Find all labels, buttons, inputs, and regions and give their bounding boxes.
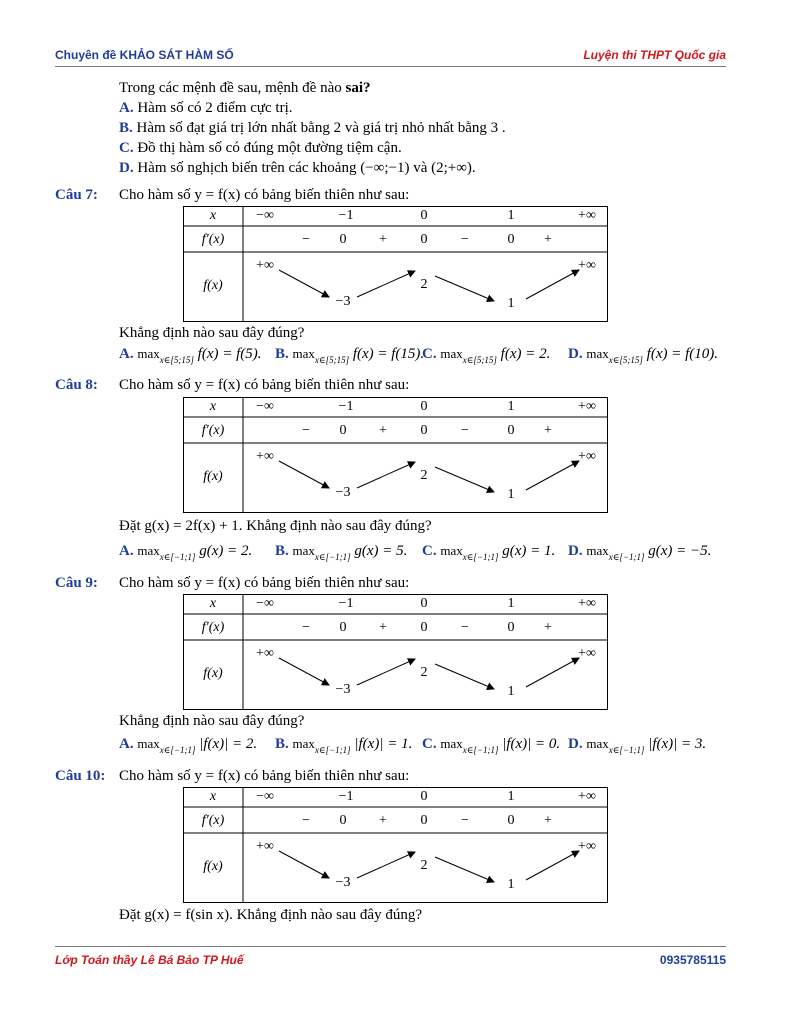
- footer-rule: [55, 946, 726, 947]
- q10-question: Đặt g(x) = f(sin x). Khẳng định nào sau đây đúng?: [119, 907, 422, 923]
- q9-option-c: C. $\max_{x\in[-1;1]} |f(x)| = 0$.: [422, 736, 561, 755]
- function-value: +∞: [578, 839, 596, 854]
- derivative-sign: 0: [339, 620, 347, 635]
- function-value: −3: [335, 294, 351, 309]
- variation-arrow: [279, 270, 329, 297]
- footer-author: Lớp Toán thầy Lê Bá Bảo TP Huế: [55, 953, 244, 967]
- function-value: +∞: [578, 646, 596, 661]
- x-value: −1: [338, 789, 354, 804]
- x-value: −∞: [256, 399, 274, 414]
- function-value: +∞: [578, 258, 596, 273]
- function-row-label: f(x): [203, 278, 223, 293]
- derivative-sign: 0: [420, 813, 428, 828]
- derivative-sign: −: [302, 620, 310, 635]
- x-row-label: x: [209, 208, 217, 223]
- q9-stem: Cho hàm số y = f(x) có bảng biến thiên như sau:: [119, 575, 410, 591]
- derivative-row-label: f′(x): [201, 813, 225, 828]
- q9-variation-table: [183, 594, 608, 710]
- q7-option-d: D. $\max_{x\in[5;15]} f(x) = f(10)$.: [568, 346, 719, 365]
- variation-arrow: [357, 462, 415, 488]
- function-value: +∞: [256, 258, 274, 273]
- q8-option-c: C. $\max_{x\in[-1;1]} g(x) = 1$.: [422, 543, 556, 562]
- q8-option-b: B. $\max_{x\in[-1;1]} g(x) = 5$.: [275, 543, 408, 562]
- derivative-row-label: f′(x): [201, 423, 225, 438]
- derivative-sign: 0: [339, 423, 347, 438]
- function-value: +∞: [256, 646, 274, 661]
- function-row-label: f(x): [203, 859, 223, 874]
- function-row-label: f(x): [203, 666, 223, 681]
- x-value: −∞: [256, 596, 274, 611]
- derivative-sign: −: [461, 423, 469, 438]
- derivative-sign: 0: [339, 232, 347, 247]
- derivative-sign: 0: [420, 423, 428, 438]
- variation-arrow: [526, 461, 579, 490]
- function-value: 2: [420, 468, 428, 483]
- derivative-row-label: f′(x): [201, 232, 225, 247]
- derivative-sign: +: [544, 620, 552, 635]
- x-value: 1: [507, 596, 515, 611]
- derivative-sign: −: [302, 232, 310, 247]
- function-value: 1: [507, 487, 515, 502]
- derivative-sign: −: [302, 813, 310, 828]
- x-value: −∞: [256, 208, 274, 223]
- q10-stem: Cho hàm số y = f(x) có bảng biến thiên như sau:: [119, 768, 410, 784]
- x-value: 1: [507, 789, 515, 804]
- q8-stem: Cho hàm số y = f(x) có bảng biến thiên như sau:: [119, 377, 410, 393]
- q6-stem: Trong các mệnh đề sau, mệnh đề nào sai?: [119, 80, 371, 96]
- q10-number: Câu 10:: [55, 768, 106, 784]
- q7-option-a: A. $\max_{x\in[5;15]} f(x) = f(5)$.: [119, 346, 262, 365]
- x-value: −1: [338, 208, 354, 223]
- derivative-sign: −: [461, 620, 469, 635]
- x-value: 0: [420, 596, 428, 611]
- function-value: 1: [507, 684, 515, 699]
- q9-option-b: B. $\max_{x\in[-1;1]} |f(x)| = 1$.: [275, 736, 413, 755]
- q9-option-a: A. $\max_{x\in[-1;1]} |f(x)| = 2$.: [119, 736, 258, 755]
- table-grid: [183, 787, 608, 903]
- derivative-sign: +: [544, 813, 552, 828]
- derivative-sign: +: [379, 232, 387, 247]
- q10-variation-table: [183, 787, 608, 903]
- x-row-label: x: [209, 789, 217, 804]
- x-value: −1: [338, 596, 354, 611]
- q6-option-c: C. Đồ thị hàm số có đúng một đường tiệm cận.: [119, 140, 402, 156]
- function-value: −3: [335, 875, 351, 890]
- x-value: 0: [420, 399, 428, 414]
- header-rule: [55, 66, 726, 67]
- q7-option-c: C. $\max_{x\in[5;15]} f(x) = 2$.: [422, 346, 551, 365]
- variation-arrow: [279, 658, 329, 685]
- function-value: −3: [335, 485, 351, 500]
- function-value: +∞: [256, 839, 274, 854]
- variation-arrow: [435, 467, 494, 492]
- header-title: Chuyên đề KHẢO SÁT HÀM SỐ: [55, 48, 234, 62]
- x-value: +∞: [578, 399, 596, 414]
- derivative-sign: +: [544, 232, 552, 247]
- derivative-sign: 0: [339, 813, 347, 828]
- x-row-label: x: [209, 399, 217, 414]
- q9-question: Khẳng định nào sau đây đúng?: [119, 713, 305, 729]
- variation-arrow: [435, 857, 494, 882]
- function-value: 1: [507, 877, 515, 892]
- derivative-sign: +: [379, 620, 387, 635]
- q7-question: Khẳng định nào sau đây đúng?: [119, 325, 305, 341]
- derivative-sign: −: [302, 423, 310, 438]
- derivative-sign: +: [544, 423, 552, 438]
- table-grid: [183, 206, 608, 322]
- derivative-sign: +: [379, 813, 387, 828]
- table-grid: [183, 397, 608, 513]
- q9-number: Câu 9:: [55, 575, 98, 591]
- q8-question: Đặt g(x) = 2f(x) + 1. Khẳng định nào sau đây đúng?: [119, 518, 432, 534]
- x-value: −1: [338, 399, 354, 414]
- x-value: 0: [420, 208, 428, 223]
- q6-option-a: A. Hàm số có 2 điểm cực trị.: [119, 100, 293, 116]
- function-value: 2: [420, 665, 428, 680]
- q8-variation-table: [183, 397, 608, 513]
- derivative-sign: 0: [420, 620, 428, 635]
- variation-arrow: [279, 461, 329, 488]
- variation-arrow: [526, 658, 579, 687]
- variation-arrow: [526, 851, 579, 880]
- derivative-sign: 0: [507, 813, 515, 828]
- variation-arrow: [357, 659, 415, 685]
- derivative-sign: −: [461, 813, 469, 828]
- function-value: +∞: [578, 449, 596, 464]
- q8-option-a: A. $\max_{x\in[-1;1]} g(x) = 2$.: [119, 543, 253, 562]
- derivative-sign: 0: [507, 620, 515, 635]
- x-row-label: x: [209, 596, 217, 611]
- x-value: +∞: [578, 789, 596, 804]
- function-value: 2: [420, 277, 428, 292]
- variation-arrow: [357, 271, 415, 297]
- function-row-label: f(x): [203, 469, 223, 484]
- variation-arrow: [526, 270, 579, 299]
- x-value: +∞: [578, 596, 596, 611]
- q7-number: Câu 7:: [55, 187, 98, 203]
- derivative-row-label: f′(x): [201, 620, 225, 635]
- derivative-sign: 0: [507, 423, 515, 438]
- q8-number: Câu 8:: [55, 377, 98, 393]
- q7-stem: Cho hàm số y = f(x) có bảng biến thiên như sau:: [119, 187, 410, 203]
- x-value: 0: [420, 789, 428, 804]
- derivative-sign: −: [461, 232, 469, 247]
- footer-phone: 0935785115: [659, 953, 726, 967]
- function-value: +∞: [256, 449, 274, 464]
- q6-option-b: B. Hàm số đạt giá trị lớn nhất bằng 2 và giá trị nhỏ nhất bằng 3 .: [119, 120, 506, 136]
- q9-option-d: D. $\max_{x\in[-1;1]} |f(x)| = 3$.: [568, 736, 707, 755]
- x-value: −∞: [256, 789, 274, 804]
- variation-arrow: [435, 664, 494, 689]
- variation-arrow: [279, 851, 329, 878]
- derivative-sign: 0: [420, 232, 428, 247]
- header-subtitle: Luyện thi THPT Quốc gia: [583, 48, 726, 62]
- derivative-sign: +: [379, 423, 387, 438]
- x-value: 1: [507, 208, 515, 223]
- variation-arrow: [357, 852, 415, 878]
- function-value: −3: [335, 682, 351, 697]
- table-grid: [183, 594, 608, 710]
- variation-arrow: [435, 276, 494, 301]
- derivative-sign: 0: [507, 232, 515, 247]
- x-value: 1: [507, 399, 515, 414]
- function-value: 1: [507, 296, 515, 311]
- q7-option-b: B. $\max_{x\in[5;15]} f(x) = f(15)$.: [275, 346, 425, 365]
- q7-variation-table: [183, 206, 608, 322]
- function-value: 2: [420, 858, 428, 873]
- x-value: +∞: [578, 208, 596, 223]
- q6-option-d: D. Hàm số nghịch biến trên các khoảng (−∞;−1) và (2;+∞).: [119, 160, 476, 176]
- q8-option-d: D. $\max_{x\in[-1;1]} g(x) = -5$.: [568, 543, 712, 562]
